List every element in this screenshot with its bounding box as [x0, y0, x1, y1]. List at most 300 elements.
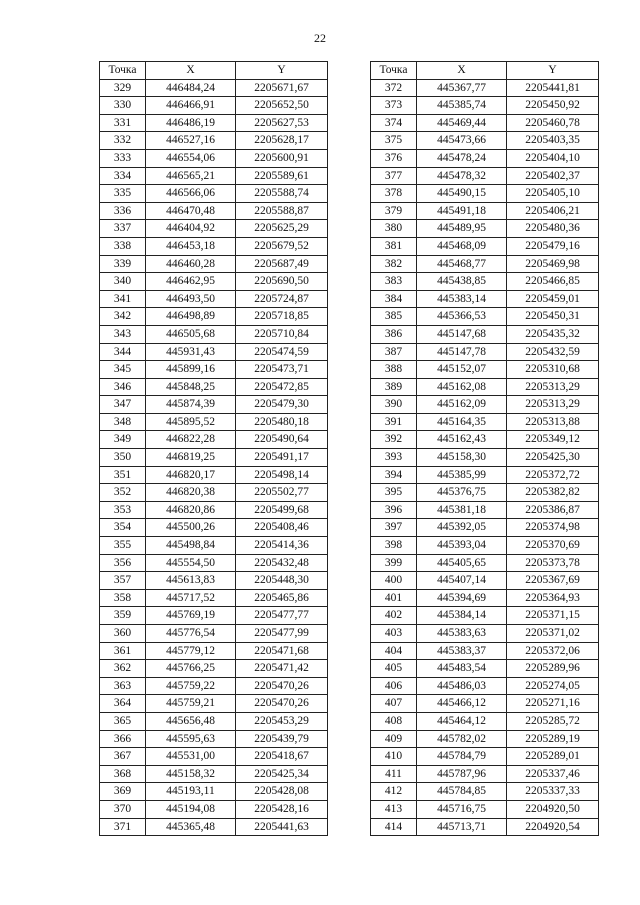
cell-point: 412	[371, 783, 417, 801]
cell-x: 445473,66	[417, 132, 507, 150]
table-row	[371, 185, 599, 203]
cell-point: 342	[100, 308, 146, 326]
cell-x: 445478,24	[417, 149, 507, 167]
cell-point: 380	[371, 220, 417, 238]
cell-point: 391	[371, 413, 417, 431]
cell-point: 371	[100, 818, 146, 836]
table-row	[371, 783, 599, 801]
cell-point: 346	[100, 378, 146, 396]
cell-y: 2205310,68	[507, 361, 599, 379]
cell-y: 2205471,42	[236, 660, 328, 678]
cell-x: 445193,11	[146, 783, 236, 801]
cell-x: 445158,32	[146, 765, 236, 783]
cell-point: 376	[371, 149, 417, 167]
cell-x: 445784,85	[417, 783, 507, 801]
cell-point: 394	[371, 466, 417, 484]
cell-point: 348	[100, 413, 146, 431]
cell-point: 388	[371, 361, 417, 379]
cell-x: 445895,52	[146, 413, 236, 431]
cell-y: 2205313,29	[507, 396, 599, 414]
table-row	[100, 695, 328, 713]
cell-point: 402	[371, 607, 417, 625]
cell-point: 354	[100, 519, 146, 537]
table-row	[371, 114, 599, 132]
cell-x: 445164,35	[417, 413, 507, 431]
cell-x: 445464,12	[417, 712, 507, 730]
cell-point: 343	[100, 325, 146, 343]
cell-y: 2205679,52	[236, 237, 328, 255]
cell-y: 2205285,72	[507, 712, 599, 730]
cell-x: 445478,32	[417, 167, 507, 185]
cell-point: 334	[100, 167, 146, 185]
table-row	[371, 625, 599, 643]
cell-point: 358	[100, 589, 146, 607]
cell-x: 446819,25	[146, 449, 236, 467]
cell-point: 411	[371, 765, 417, 783]
cell-point: 399	[371, 554, 417, 572]
cell-y: 2205371,02	[507, 625, 599, 643]
table-row	[100, 607, 328, 625]
cell-x: 446460,28	[146, 255, 236, 273]
cell-point: 378	[371, 185, 417, 203]
cell-x: 445381,18	[417, 501, 507, 519]
table-row	[371, 167, 599, 185]
cell-point: 381	[371, 237, 417, 255]
cell-y: 2205403,35	[507, 132, 599, 150]
cell-y: 2205450,31	[507, 308, 599, 326]
cell-point: 398	[371, 537, 417, 555]
table-row	[100, 167, 328, 185]
cell-point: 408	[371, 712, 417, 730]
cell-y: 2205337,33	[507, 783, 599, 801]
table-row	[100, 290, 328, 308]
cell-x: 445384,14	[417, 607, 507, 625]
cell-x: 445392,05	[417, 519, 507, 537]
cell-point: 363	[100, 677, 146, 695]
cell-x: 445613,83	[146, 572, 236, 590]
cell-x: 445759,22	[146, 677, 236, 695]
cell-y: 2205439,79	[236, 730, 328, 748]
cell-y: 2205498,14	[236, 466, 328, 484]
cell-x: 445365,48	[146, 818, 236, 836]
table-row	[100, 255, 328, 273]
cell-y: 2205408,46	[236, 519, 328, 537]
cell-y: 2205441,81	[507, 79, 599, 97]
cell-point: 370	[100, 800, 146, 818]
cell-x: 445194,08	[146, 800, 236, 818]
table-row	[371, 466, 599, 484]
coordinates-table-left	[99, 61, 328, 836]
table-row	[100, 642, 328, 660]
cell-point: 401	[371, 589, 417, 607]
cell-point: 337	[100, 220, 146, 238]
cell-point: 336	[100, 202, 146, 220]
table-row	[371, 413, 599, 431]
cell-y: 2205367,69	[507, 572, 599, 590]
cell-y: 2205718,85	[236, 308, 328, 326]
cell-y: 2205473,71	[236, 361, 328, 379]
table-row	[371, 325, 599, 343]
cell-y: 2205382,82	[507, 484, 599, 502]
cell-y: 2205406,21	[507, 202, 599, 220]
cell-x: 445595,63	[146, 730, 236, 748]
cell-x: 445483,54	[417, 660, 507, 678]
cell-x: 445158,30	[417, 449, 507, 467]
cell-x: 445899,16	[146, 361, 236, 379]
cell-x: 445500,26	[146, 519, 236, 537]
header-x: X	[417, 62, 507, 80]
table-row	[371, 765, 599, 783]
cell-y: 2205402,37	[507, 167, 599, 185]
cell-x: 445716,75	[417, 800, 507, 818]
cell-y: 2205337,46	[507, 765, 599, 783]
cell-y: 2205404,10	[507, 149, 599, 167]
cell-point: 356	[100, 554, 146, 572]
cell-y: 2205491,17	[236, 449, 328, 467]
cell-x: 445162,43	[417, 431, 507, 449]
cell-y: 2205589,61	[236, 167, 328, 185]
table-row	[371, 396, 599, 414]
cell-x: 445152,07	[417, 361, 507, 379]
cell-x: 445405,65	[417, 554, 507, 572]
cell-x: 445490,15	[417, 185, 507, 203]
table-header-row	[371, 62, 599, 80]
cell-y: 2205425,30	[507, 449, 599, 467]
cell-point: 389	[371, 378, 417, 396]
table-row	[371, 607, 599, 625]
cell-x: 445554,50	[146, 554, 236, 572]
table-row	[100, 308, 328, 326]
cell-point: 390	[371, 396, 417, 414]
cell-x: 445385,74	[417, 97, 507, 115]
cell-x: 445776,54	[146, 625, 236, 643]
table-row	[100, 519, 328, 537]
cell-point: 383	[371, 273, 417, 291]
cell-point: 386	[371, 325, 417, 343]
cell-point: 413	[371, 800, 417, 818]
table-row	[100, 431, 328, 449]
table-row	[371, 537, 599, 555]
cell-y: 2205480,18	[236, 413, 328, 431]
cell-x: 446820,38	[146, 484, 236, 502]
cell-x: 445376,75	[417, 484, 507, 502]
cell-point: 405	[371, 660, 417, 678]
table-row	[371, 361, 599, 379]
cell-x: 445787,96	[417, 765, 507, 783]
cell-y: 2205372,06	[507, 642, 599, 660]
cell-y: 2205418,67	[236, 748, 328, 766]
cell-y: 2205349,12	[507, 431, 599, 449]
cell-point: 349	[100, 431, 146, 449]
table-row	[100, 132, 328, 150]
table-row	[371, 449, 599, 467]
cell-x: 445931,43	[146, 343, 236, 361]
cell-y: 2205465,86	[236, 589, 328, 607]
cell-x: 445468,09	[417, 237, 507, 255]
cell-y: 2205479,30	[236, 396, 328, 414]
cell-y: 2205448,30	[236, 572, 328, 590]
cell-point: 362	[100, 660, 146, 678]
cell-y: 2205441,63	[236, 818, 328, 836]
cell-point: 353	[100, 501, 146, 519]
cell-y: 2205274,05	[507, 677, 599, 695]
cell-point: 365	[100, 712, 146, 730]
cell-point: 347	[100, 396, 146, 414]
cell-x: 446453,18	[146, 237, 236, 255]
cell-y: 2205372,72	[507, 466, 599, 484]
cell-point: 374	[371, 114, 417, 132]
table-row	[100, 449, 328, 467]
cell-x: 445717,52	[146, 589, 236, 607]
cell-y: 2205313,88	[507, 413, 599, 431]
cell-x: 445486,03	[417, 677, 507, 695]
table-row	[100, 554, 328, 572]
cell-point: 373	[371, 97, 417, 115]
cell-point: 377	[371, 167, 417, 185]
cell-y: 2205374,98	[507, 519, 599, 537]
cell-point: 331	[100, 114, 146, 132]
cell-y: 2205271,16	[507, 695, 599, 713]
table-row	[100, 501, 328, 519]
table-row	[371, 308, 599, 326]
header-y: Y	[236, 62, 328, 80]
cell-y: 2205477,99	[236, 625, 328, 643]
cell-x: 445162,08	[417, 378, 507, 396]
table-row	[100, 79, 328, 97]
table-row	[371, 290, 599, 308]
cell-y: 2205459,01	[507, 290, 599, 308]
table-row	[371, 343, 599, 361]
cell-point: 351	[100, 466, 146, 484]
table-row	[100, 783, 328, 801]
cell-x: 445366,53	[417, 308, 507, 326]
cell-point: 400	[371, 572, 417, 590]
cell-x: 445468,77	[417, 255, 507, 273]
cell-x: 445656,48	[146, 712, 236, 730]
table-row	[371, 220, 599, 238]
cell-point: 414	[371, 818, 417, 836]
cell-x: 445874,39	[146, 396, 236, 414]
cell-y: 2205289,19	[507, 730, 599, 748]
table-row	[100, 818, 328, 836]
cell-x: 446822,28	[146, 431, 236, 449]
table-row	[100, 537, 328, 555]
cell-x: 445713,71	[417, 818, 507, 836]
cell-y: 2205687,49	[236, 255, 328, 273]
cell-y: 2205364,93	[507, 589, 599, 607]
table-row	[100, 202, 328, 220]
table-row	[100, 149, 328, 167]
cell-x: 446484,24	[146, 79, 236, 97]
cell-point: 367	[100, 748, 146, 766]
cell-point: 366	[100, 730, 146, 748]
table-row	[100, 325, 328, 343]
cell-y: 2205652,50	[236, 97, 328, 115]
table-row	[371, 800, 599, 818]
cell-y: 2205470,26	[236, 695, 328, 713]
cell-point: 382	[371, 255, 417, 273]
cell-y: 2205724,87	[236, 290, 328, 308]
cell-x: 445367,77	[417, 79, 507, 97]
table-row	[371, 589, 599, 607]
cell-x: 445147,68	[417, 325, 507, 343]
cell-y: 2205600,91	[236, 149, 328, 167]
cell-y: 2205469,98	[507, 255, 599, 273]
cell-y: 2205373,78	[507, 554, 599, 572]
cell-x: 445784,79	[417, 748, 507, 766]
cell-point: 403	[371, 625, 417, 643]
table-row	[100, 378, 328, 396]
table-row	[100, 97, 328, 115]
cell-y: 2205428,16	[236, 800, 328, 818]
table-row	[371, 730, 599, 748]
cell-y: 2205466,85	[507, 273, 599, 291]
table-row	[371, 818, 599, 836]
table-row	[100, 677, 328, 695]
cell-x: 445383,14	[417, 290, 507, 308]
cell-y: 2205470,26	[236, 677, 328, 695]
cell-y: 2205453,29	[236, 712, 328, 730]
table-row	[371, 97, 599, 115]
table-row	[100, 343, 328, 361]
cell-x: 445147,78	[417, 343, 507, 361]
cell-point: 396	[371, 501, 417, 519]
cell-x: 445438,85	[417, 273, 507, 291]
cell-y: 2205499,68	[236, 501, 328, 519]
cell-point: 364	[100, 695, 146, 713]
cell-y: 2205588,74	[236, 185, 328, 203]
cell-y: 2205432,48	[236, 554, 328, 572]
cell-y: 2205690,50	[236, 273, 328, 291]
cell-point: 397	[371, 519, 417, 537]
cell-point: 395	[371, 484, 417, 502]
cell-y: 2204920,54	[507, 818, 599, 836]
table-row	[371, 660, 599, 678]
table-body	[371, 79, 599, 836]
cell-y: 2205289,01	[507, 748, 599, 766]
table-row	[371, 712, 599, 730]
table-row	[100, 765, 328, 783]
cell-y: 2205425,34	[236, 765, 328, 783]
cell-x: 446554,06	[146, 149, 236, 167]
cell-y: 2205628,17	[236, 132, 328, 150]
cell-y: 2205480,36	[507, 220, 599, 238]
table-row	[371, 484, 599, 502]
table-row	[371, 255, 599, 273]
cell-x: 445498,84	[146, 537, 236, 555]
header-point: Точка	[100, 62, 146, 80]
cell-point: 345	[100, 361, 146, 379]
cell-point: 359	[100, 607, 146, 625]
cell-y: 2205472,85	[236, 378, 328, 396]
table-row	[100, 748, 328, 766]
cell-y: 2205588,87	[236, 202, 328, 220]
table-row	[100, 413, 328, 431]
table-row	[371, 378, 599, 396]
cell-y: 2205428,08	[236, 783, 328, 801]
cell-x: 445393,04	[417, 537, 507, 555]
cell-point: 393	[371, 449, 417, 467]
cell-y: 2205405,10	[507, 185, 599, 203]
cell-y: 2205370,69	[507, 537, 599, 555]
cell-point: 375	[371, 132, 417, 150]
cell-point: 387	[371, 343, 417, 361]
header-y: Y	[507, 62, 599, 80]
cell-y: 2205371,15	[507, 607, 599, 625]
header-point: Точка	[371, 62, 417, 80]
cell-x: 446470,48	[146, 202, 236, 220]
cell-x: 446566,06	[146, 185, 236, 203]
header-x: X	[146, 62, 236, 80]
cell-x: 445407,14	[417, 572, 507, 590]
cell-x: 445769,19	[146, 607, 236, 625]
cell-x: 446565,21	[146, 167, 236, 185]
cell-x: 445759,21	[146, 695, 236, 713]
table-row	[371, 642, 599, 660]
table-row	[371, 748, 599, 766]
page-number: 22	[314, 31, 326, 45]
cell-x: 445162,09	[417, 396, 507, 414]
cell-x: 446462,95	[146, 273, 236, 291]
cell-y: 2205313,29	[507, 378, 599, 396]
cell-point: 384	[371, 290, 417, 308]
cell-point: 372	[371, 79, 417, 97]
table-body	[100, 79, 328, 836]
cell-point: 385	[371, 308, 417, 326]
cell-x: 446498,89	[146, 308, 236, 326]
cell-x: 446493,50	[146, 290, 236, 308]
table-row	[100, 572, 328, 590]
table-row	[100, 466, 328, 484]
cell-x: 446404,92	[146, 220, 236, 238]
cell-y: 2205289,96	[507, 660, 599, 678]
table-row	[371, 519, 599, 537]
cell-y: 2205627,53	[236, 114, 328, 132]
cell-y: 2205625,29	[236, 220, 328, 238]
cell-x: 445848,25	[146, 378, 236, 396]
cell-y: 2205671,67	[236, 79, 328, 97]
cell-y: 2205386,87	[507, 501, 599, 519]
cell-point: 409	[371, 730, 417, 748]
cell-x: 445489,95	[417, 220, 507, 238]
table-row	[371, 431, 599, 449]
table-header-row	[100, 62, 328, 80]
cell-y: 2205460,78	[507, 114, 599, 132]
cell-point: 379	[371, 202, 417, 220]
cell-point: 361	[100, 642, 146, 660]
table-row	[371, 677, 599, 695]
table-row	[100, 625, 328, 643]
cell-point: 406	[371, 677, 417, 695]
cell-point: 350	[100, 449, 146, 467]
coordinates-table-right	[370, 61, 599, 836]
table-row	[100, 185, 328, 203]
cell-point: 332	[100, 132, 146, 150]
cell-x: 445779,12	[146, 642, 236, 660]
cell-y: 2205710,84	[236, 325, 328, 343]
cell-x: 445466,12	[417, 695, 507, 713]
cell-point: 344	[100, 343, 146, 361]
cell-x: 445394,69	[417, 589, 507, 607]
table-row	[371, 554, 599, 572]
table-row	[371, 695, 599, 713]
table-row	[371, 149, 599, 167]
cell-point: 340	[100, 273, 146, 291]
cell-y: 2205502,77	[236, 484, 328, 502]
cell-y: 2204920,50	[507, 800, 599, 818]
cell-y: 2205490,64	[236, 431, 328, 449]
cell-point: 404	[371, 642, 417, 660]
